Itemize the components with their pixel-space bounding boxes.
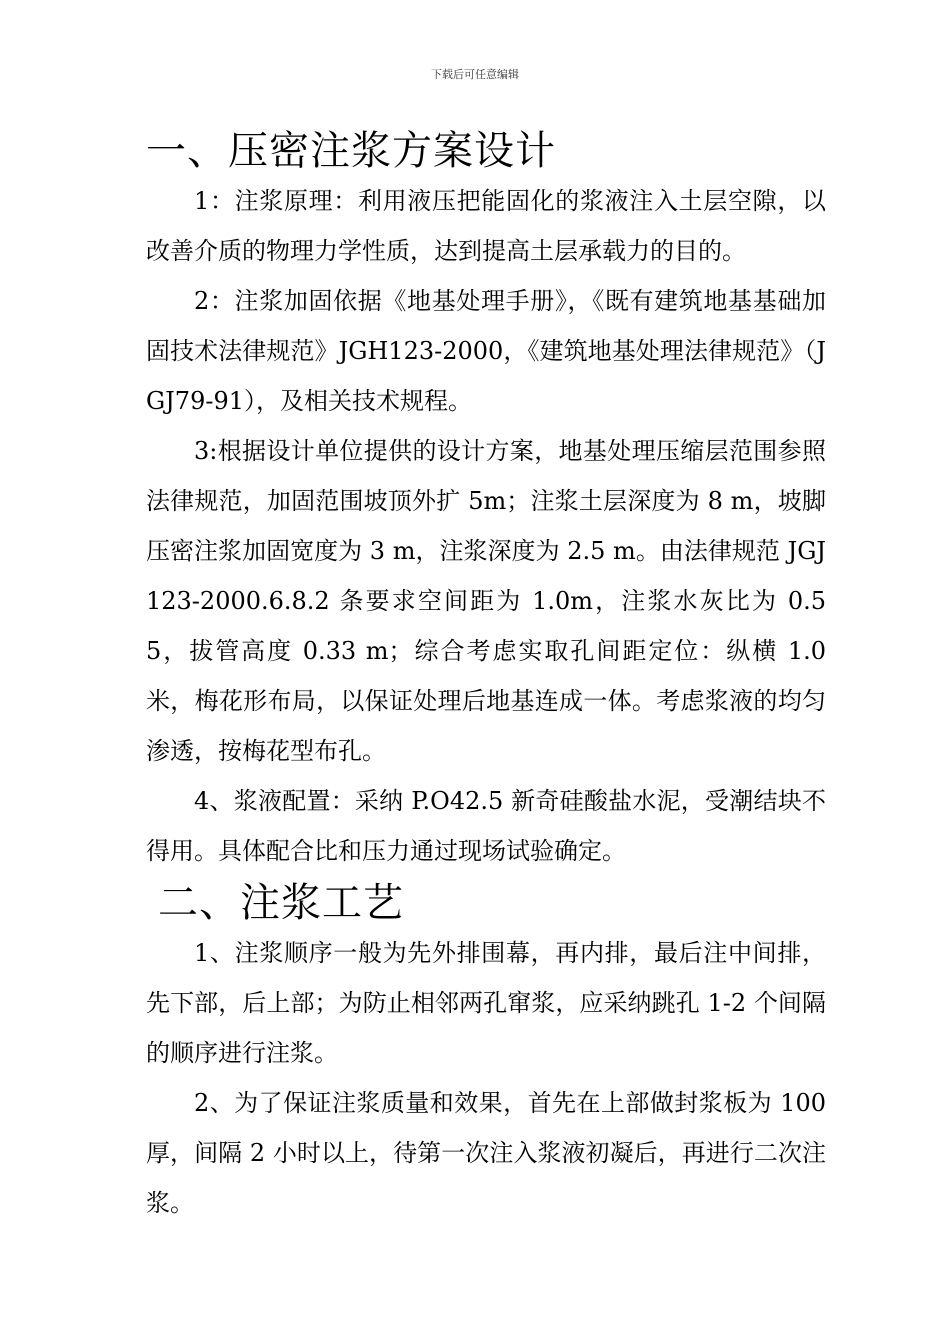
paragraph-1-4: 4、浆液配置：采纳 P.O42.5 新奇硅酸盐水泥，受潮结块不得用。具体配合比和压力通过现场试验确定。 xyxy=(146,787,826,865)
paragraph-1-1: 1：注浆原理：利用液压把能固化的浆液注入土层空隙，以改善介质的物理力学性质，达到提高土层承载力的目的。 xyxy=(146,187,826,265)
paragraph-2-2: 2、为了保证注浆质量和效果，首先在上部做封浆板为 100 厚，间隔 2 小时以上，待第一次注入浆液初凝后，再进行二次注浆。 xyxy=(146,1089,826,1217)
paragraph-1-2: 2：注浆加固依据《地基处理手册》，《既有建筑地基基础加固技术法律规范》JGH123-2000，《建筑地基处理法律规范》（JGJ79-91），及相关技术规程。 xyxy=(146,287,826,415)
document-body xyxy=(146,126,826,1228)
header-note: 下载后可任意编辑 xyxy=(431,68,519,81)
section-title-1: 一、压密注浆方案设计 xyxy=(146,128,556,174)
paragraph-2-1: 1、注浆顺序一般为先外排围幕，再内排，最后注中间排，先下部，后上部；为防止相邻两孔窜浆，应采纳跳孔 1-2 个间隔的顺序进行注浆。 xyxy=(146,939,826,1067)
section-title-2: 二、注浆工艺 xyxy=(158,880,404,926)
paragraph-1-3: 3:根据设计单位提供的设计方案，地基处理压缩层范围参照法律规范，加固范围坡顶外扩 5m；注浆土层深度为 8 m，坡脚压密注浆加固宽度为 3 m，注浆深度为 2.5 m。由法律规范 JGJ123-2000.6.8.2 条要求空间距为 1.0m，注浆水灰比为 0.55，拔管高度 0.33 m；综合考虑实取孔间距定位：纵横 1.0 米，梅花形布局，以保证处理后地基连成一体。考虑浆液的均匀渗透，按梅花型布孔。 xyxy=(146,437,826,765)
